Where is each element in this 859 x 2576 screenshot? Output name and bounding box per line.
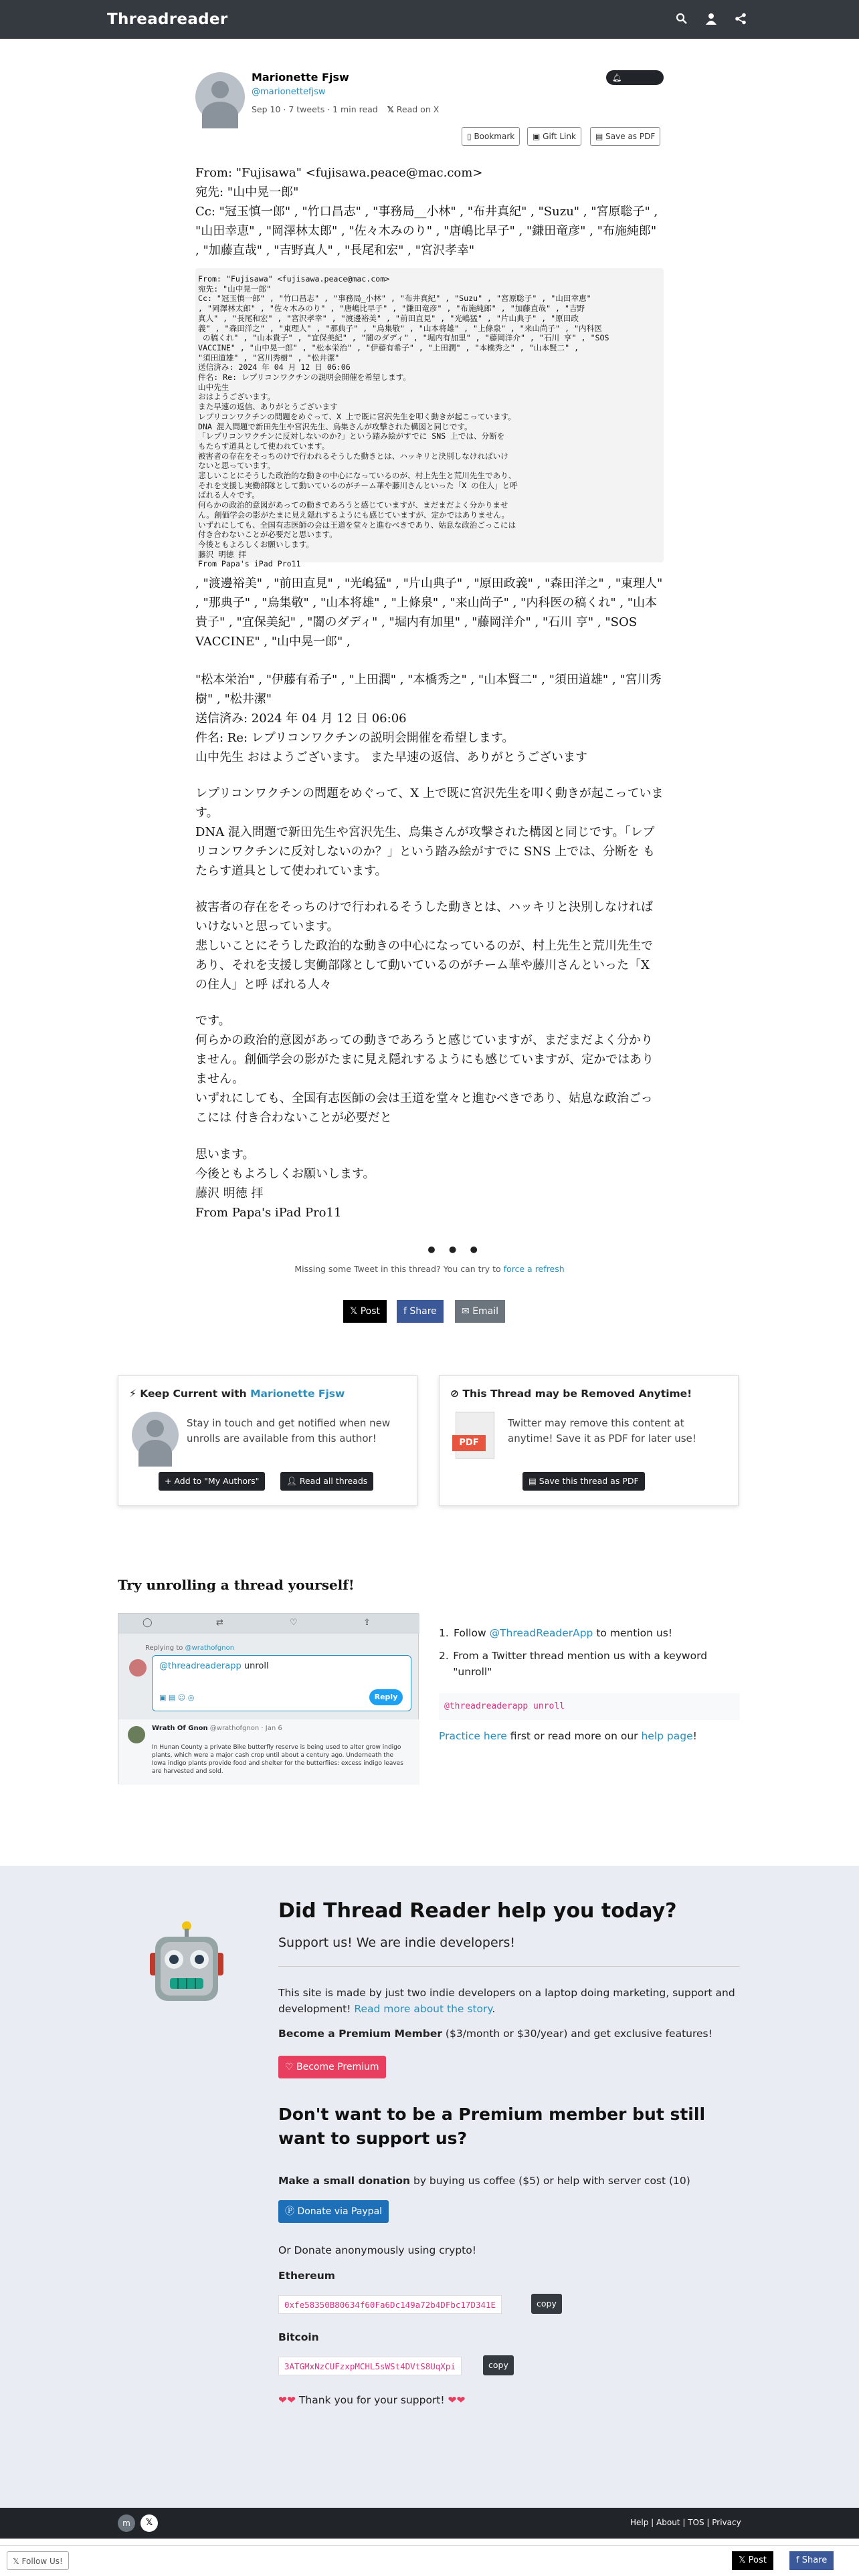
donation-bold: Make a small donation [278, 2175, 411, 2187]
brand-logo[interactable]: Threadreader [107, 11, 228, 28]
facebook-icon: f [796, 2555, 799, 2565]
share-email-label: Email [472, 1306, 499, 1317]
share-post-button[interactable] [343, 1300, 387, 1323]
tweet-line: Cc: "冠玉慎一郎" , "竹口昌志" , "事務局__小林" , "布井真紀" , "Suzu" , "宮原聡子" , "山田幸恵" , "岡澤林太郎" , "佐々木みのり" , "唐嶋比早子" , "鎌田竜彦" , "布施純郎" , "加藤直哉" , "吉野真人" , "長尾和宏" , "宮沢孝幸" [195, 205, 658, 257]
step-1-text: Follow [454, 1627, 486, 1639]
tweet-line: 送信済み: 2024 年 04 月 12 日 06:06 [195, 712, 407, 726]
thread-meta-text: Sep 10 · 7 tweets · 1 min read [252, 104, 378, 114]
demo-reply-text [159, 1661, 269, 1671]
support-heading: Did Thread Reader help you today? [278, 1899, 677, 1923]
gift-label: Gift Link [543, 132, 576, 141]
bookmark-button[interactable] [462, 127, 520, 146]
keep-current-author-link[interactable]: Marionette Fjsw [250, 1388, 345, 1400]
demo-replying-to [145, 1644, 234, 1652]
follow-us-label: Follow Us! [21, 2557, 63, 2566]
removed-warning-title [450, 1388, 692, 1400]
tweet-line: 藤沢 明徳 拝 [195, 1186, 264, 1200]
file-icon: ▤ [529, 1476, 537, 1486]
read-story-link[interactable]: Read more about the story [354, 2003, 492, 2015]
gift-icon: ▣ [533, 132, 541, 141]
mastodon-icon[interactable]: m [118, 2514, 135, 2532]
missing-text: Missing some Tweet in this thread? You can try to [294, 1264, 501, 1274]
become-premium-button[interactable] [278, 2056, 386, 2078]
tweet-line: 宛先: "山中晃一郎" [195, 185, 299, 199]
tweet-line: From Papa's iPad Pro11 [195, 1206, 342, 1220]
force-refresh-link[interactable]: force a refresh [503, 1264, 565, 1274]
crypto-line: Or Donate anonymously using crypto! [278, 2244, 476, 2256]
add-my-authors-button[interactable] [159, 1472, 265, 1491]
heart-icon: ♡ [290, 1618, 298, 1628]
read-all-threads-label: Read all threads [299, 1476, 368, 1486]
keep-current-title [129, 1388, 345, 1400]
save-pdf-button[interactable] [590, 127, 660, 146]
help-page-link[interactable]: help page [641, 1730, 693, 1742]
tweet-5 [195, 897, 664, 994]
tweet-7 [195, 1145, 664, 1222]
bookmark-label: Bookmark [474, 132, 515, 141]
tweet-2 [195, 574, 664, 651]
support-section [0, 1866, 859, 2508]
donation-line [278, 2175, 690, 2187]
author-handle[interactable]: @marionettefjsw [252, 87, 326, 97]
ban-icon: ⊘ [450, 1388, 459, 1400]
donate-heading: Don't want to be a Premium member but still want to support us? [278, 2105, 706, 2148]
follow-us-button[interactable] [7, 2551, 69, 2570]
copy-bitcoin-button[interactable]: copy [483, 2355, 514, 2375]
tweet-line: 今後ともよろしくお願いします。 [195, 1167, 375, 1181]
step-1: 1. Follow @ThreadReaderApp to mention us! [439, 1627, 673, 1639]
tweet-line: 件名: Re: レプリコンワクチンの説明会開催を希望します。 [195, 731, 514, 745]
user-icon[interactable] [705, 13, 719, 26]
tweet-6 [195, 1011, 664, 1128]
practice-here-link[interactable]: Practice here [439, 1730, 507, 1742]
demo-author-name: Wrath Of Gnon [152, 1725, 208, 1732]
thread-meta [252, 104, 439, 114]
removed-warning-title-text: This Thread may be Removed Anytime! [462, 1388, 692, 1400]
copy-ethereum-button[interactable]: copy [531, 2294, 562, 2314]
read-all-threads-button[interactable] [280, 1472, 373, 1491]
author-avatar[interactable] [195, 72, 245, 122]
ellipsis-divider: • • • [425, 1239, 482, 1261]
tweet-1 [195, 163, 664, 260]
tweet-line: 何らかの政治的意図があっての動きであろうと感じていますが、まだまだよく分かりません。創価学会の影がたまに見え隠れするようにも感じていますが、定かではありません。 [195, 1033, 654, 1086]
ethereum-label: Ethereum [278, 2270, 335, 2282]
removed-warning-body: Twitter may remove this content at anytime! Save it as PDF for later use! [508, 1417, 696, 1444]
share-facebook-button[interactable] [397, 1300, 444, 1323]
tweet-image-text[interactable]: From: "Fujisawa" <fujisawa.peace@mac.com> 宛先: "山中晃一郎" Cc: "冠玉慎一郎" , "竹口昌志" , "事務局_小林" , "布井真紀" , "Suzu" , "宮原聡子" , "山田幸恵" , "岡澤林太郎" , "佐々木みのり" , "唐嶋比早子" , "鎌田竜彦" , "布施純郎" , "加藤直哉" , "吉野 真人" , "長尾和宏" , "宮沢孝幸" , "渡邊裕美" , "前田直見" , "光嶋猛" , "片山典子" , "原田政 義" , "森田洋之" , "東理人" , "那典子" , "烏集敬" , "山本将雄" , "上條泉" , "来山尚子" , "内科医 の稿くれ" , "山本貴子" , "宜保美紀" , "闇のダディ" , "堀内有加里" , "藤岡洋介" , "石川 亨" , "SOS VACCINE" , "山中晃一郎" , "松本栄治" , "伊藤有希子" , "上田潤" , "本橋秀之" , "山本賢二" , "須田道雄" , "宮川秀樹" , "松井潔" 送信済み: 2024 年 04 月 12 日 06:06 件名: Re: レプリコンワクチンの説明会開催を希望します。 山中先生 おはようございます。 また早速の返信、ありがとうございます レプリコンワクチンの問題をめぐって、X 上で既に宮沢先生を叩く動きが起こっています。 DNA 混入問題で新田先生や宮沢先生、烏集さんが攻撃された構図と同じです。 「レプリコンワクチンに反対しないのか?」という踏み絵がすでに SNS 上では、分断を もたらす道具として使われています。 被害者の存在をそっちのけで行われるそうした動きとは、ハッキリと決別しなければいけ ないと思っています。 悲しいことにそうした政治的な動きの中心になっているのが、村上先生と荒川先生であり、 それを支援し実働部隊として動いているのがチーム華や藤川さんといった「X の住人」と呼 ばれる人々です。 何らかの政治的意図があっての動きであろうと感じていますが、まだまだよく分かりませ ん。創価学会の影がたまに見え隠れするようにも感じていますが、定かではありません。 いずれにしても、全国有志医師の会は王道を堂々と進むべきであり、姑息な政治ごっこには 付き合わないことが必要だと思います。 今後ともよろしくお願いします。 藤沢 明徳 拝 From Papa's iPad Pro11 [195, 268, 664, 562]
add-my-authors-label: Add to "My Authors" [174, 1476, 260, 1486]
paypal-donate-button[interactable] [278, 2200, 389, 2223]
ethereum-address[interactable]: 0xfe58350B80634f60Fa6Dc149a72b4DFbc17D341E [278, 2295, 502, 2314]
envelope-icon: ✉ [462, 1306, 470, 1317]
gift-link-button[interactable] [527, 127, 581, 146]
thanks-text: Thank you for your support! [298, 2394, 445, 2406]
practice-line [439, 1728, 740, 1744]
support-story: This site is made by just two indie developers on a laptop doing marketing, support and development! Read more about the story. [278, 1987, 735, 2015]
demo-replying-label: Replying to [145, 1644, 183, 1652]
user-icon: 👤︎ [286, 1476, 297, 1486]
donation-text: by buying us coffee ($5) or help with server cost (10) [413, 2175, 690, 2187]
demo-reply-box [152, 1655, 411, 1711]
share-icon: ⇪ [363, 1618, 371, 1628]
author-name[interactable]: Marionette Fjsw [252, 71, 349, 84]
demo-author-avatar [128, 1726, 145, 1743]
x-logo-icon: 𝕏 [739, 2555, 746, 2565]
support-subheading: Support us! We are indie developers! [278, 1935, 515, 1950]
premium-text: ($3/month or $30/year) and get exclusive features! [445, 2028, 712, 2040]
pdf-file-icon [456, 1412, 494, 1459]
subscribe-button[interactable] [606, 70, 664, 97]
top-navbar [0, 0, 859, 39]
keep-current-title-text: Keep Current with [140, 1388, 247, 1400]
demo-tweet-body: In Hunan County a private Bike butterfly reserve is being used to alter grow indigo plants, which were a major cash crop until about a century ago. Underneath the Iowa indigo plants provide food and shelter for the butterflies: excess indigo leaves are harvested and sold. [152, 1744, 403, 1775]
bell-icon: 🔔︎ [612, 73, 622, 82]
demo-media-icons: ▣ ▤ ☺ ◎ [159, 1693, 195, 1702]
tweet-line: 悲しいことにそうした政治的な動きの中心になっているのが、村上先生と荒川先生であり、それを支援し実働部隊として動いているのがチーム華や藤川さんといった「X の住人」と呼 ばれる人々 [195, 939, 653, 992]
demo-mention: @threadreaderapp [159, 1661, 242, 1671]
tweet-line: From: "Fujisawa" <fujisawa.peace@mac.com> [195, 166, 483, 180]
paypal-icon: Ⓟ [285, 2206, 294, 2217]
x-logo-icon: 𝕏 [387, 104, 394, 114]
demo-tweet [118, 1719, 419, 1785]
save-thread-pdf-label: Save this thread as PDF [539, 1476, 639, 1486]
unroll-code-sample: @threadreaderapp unroll [439, 1693, 740, 1720]
bitcoin-label: Bitcoin [278, 2331, 319, 2343]
tweet-line: いずれにしても、全国有志医師の会は王道を堂々と進むべきであり、姑息な政治ごっこには 付き合わないことが必要だと [195, 1091, 653, 1125]
bottom-share-label: Share [801, 2555, 828, 2565]
tweet-line: "松本栄治" , "伊藤有希子" , "上田潤" , "本橋秀之" , "山本賢二" , "須田道雄" , "宮川秀樹" , "松井潔" [195, 673, 662, 706]
share-facebook-label: Share [409, 1306, 437, 1317]
paypal-label: Donate via Paypal [297, 2206, 383, 2217]
support-story-text: This site is made by just two indie developers on a laptop doing marketing, support and development! [278, 1987, 735, 2015]
tweet-line: , "渡邊裕美" , "前田直見" , "光嶋猛" , "片山典子" , "原田政義" , "森田洋之" , "東理人" , "那典子" , "烏集敬" , "山本将雄" , "上條泉" , "来山尚子" , "内科医の稿くれ" , "山本貴子" , "宜保美紀" , "闇のダディ" , "堀内有加里" , "藤岡洋介" , "石川 亨" , "SOS VACCINE" , "山中晃一郎" , [195, 576, 663, 649]
file-icon: ▤ [595, 132, 603, 141]
become-premium-label: Become Premium [296, 2062, 379, 2072]
bottom-share-button[interactable] [789, 2551, 834, 2570]
step-2: 2. From a Twitter thread mention us with a keyword "unroll" [439, 1648, 740, 1680]
bitcoin-address[interactable]: 3ATGMxNzCUFzxpMCHL5sWSt4DVtS8UqXpi [278, 2357, 462, 2375]
tweet-4 [195, 784, 664, 881]
bottom-post-button[interactable] [732, 2551, 773, 2570]
x-logo-icon: 𝕏 [13, 2557, 19, 2566]
bottom-post-label: Post [748, 2555, 767, 2565]
plus-icon: + [165, 1476, 172, 1486]
search-icon[interactable] [676, 13, 689, 26]
bolt-icon: ⚡ [129, 1388, 136, 1400]
step-1-text-end: to mention us! [596, 1627, 673, 1639]
footer [0, 2508, 859, 2539]
step-2-text: From a Twitter thread mention us with a keyword "unroll" [453, 1650, 708, 1678]
tweet-line: です。 [195, 1014, 231, 1028]
premium-bold: Become a Premium Member [278, 2028, 442, 2040]
heart-icon: ♡ [285, 2062, 294, 2072]
threadreaderapp-link[interactable]: @ThreadReaderApp [489, 1627, 593, 1639]
hearts-icon: ❤❤ [278, 2394, 296, 2406]
demo-author [152, 1725, 282, 1732]
share-icon[interactable] [735, 13, 748, 26]
share-post-label: Post [360, 1306, 381, 1317]
try-unroll-title: Try unrolling a thread yourself! [118, 1577, 355, 1593]
demo-avatar [129, 1659, 147, 1677]
demo-author-meta: @wrathofgnon · Jan 6 [209, 1725, 282, 1732]
x-logo-icon[interactable]: 𝕏 [140, 2514, 158, 2532]
thanks-line [278, 2394, 466, 2406]
tweet-line: 山中先生 おはようございます。 また早速の返信、ありがとうございます [195, 750, 587, 764]
demo-reply-handle: @wrathofgnon [185, 1644, 235, 1652]
tweet-3 [195, 670, 664, 767]
demo-reply-button: Reply [369, 1689, 403, 1705]
practice-mid-text: first or read more on our [510, 1730, 638, 1742]
divider [278, 1966, 740, 1967]
missing-tweet-notice [195, 1264, 664, 1274]
keep-current-body: Stay in touch and get notified when new unrolls are available from this author! [187, 1417, 391, 1444]
demo-keyword: unroll [244, 1661, 269, 1671]
bookmark-icon: ▯ [467, 132, 472, 141]
demo-toolbar [118, 1614, 419, 1634]
facebook-icon: f [403, 1306, 407, 1317]
removed-warning-card [439, 1375, 739, 1506]
tweet-line: DNA 混入問題で新田先生や宮沢先生、烏集さんが攻撃された構図と同じです。「レプリコンワクチンに反対しないのか？」という踏み絵がすでに SNS 上では、分断を もたらす道具として使われています。 [195, 825, 655, 878]
footer-links[interactable]: Help | About | TOS | Privacy [630, 2518, 741, 2527]
author-avatar-small [132, 1412, 179, 1459]
pdf-badge: PDF [452, 1435, 486, 1451]
save-pdf-label: Save as PDF [605, 132, 656, 141]
hearts-icon: ❤❤ [448, 2394, 466, 2406]
subscribe-label: Subscribe [612, 88, 650, 97]
demo-screenshot [118, 1613, 419, 1784]
tweet-line: 思います。 [195, 1148, 255, 1162]
tweet-line: 被害者の存在をそっちのけで行われるそうした動きとは、ハッキリと決別しなければいけないと思っています。 [195, 900, 653, 934]
bottom-share-bar [0, 2545, 859, 2576]
unroll-steps [439, 1625, 740, 1744]
x-logo-icon: 𝕏 [350, 1306, 358, 1317]
reply-icon: ◯ [142, 1618, 153, 1628]
keep-current-card [118, 1375, 417, 1506]
practice-end-text: ! [692, 1730, 697, 1742]
premium-line [278, 2028, 737, 2040]
share-email-button[interactable] [455, 1300, 505, 1323]
tweet-line: レプリコンワクチンの問題をめぐって、X 上で既に宮沢先生を叩く動きが起こっています。 [195, 786, 664, 820]
robot-icon [145, 1919, 229, 2020]
save-thread-pdf-button[interactable] [522, 1472, 645, 1491]
retweet-icon: ⇄ [216, 1618, 223, 1628]
read-on-x-link[interactable]: Read on X [396, 104, 440, 114]
